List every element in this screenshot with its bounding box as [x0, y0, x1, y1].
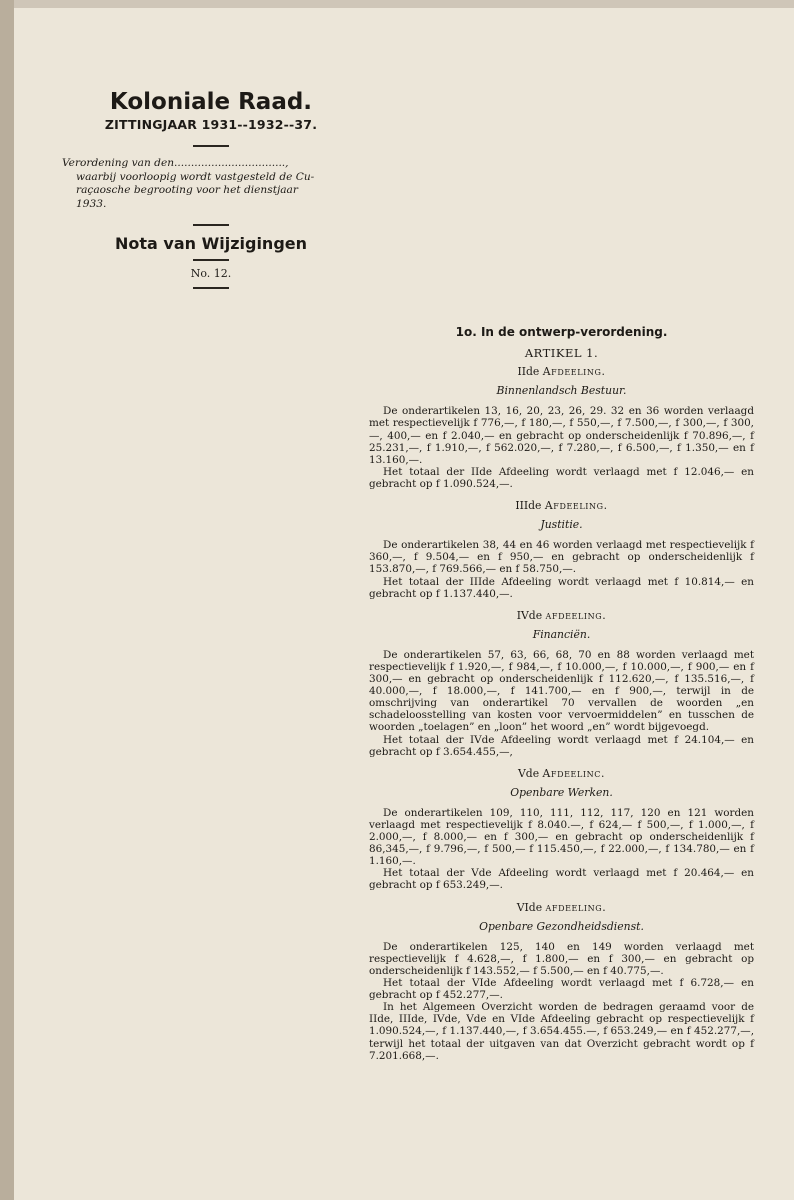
division-paragraph: Het totaal der VIde Afdeeling wordt verlaagd met f 6.728,— en gebracht op f 452.277,—.: [369, 977, 754, 1002]
header-column: [62, 88, 352, 289]
division-word: afdeeling.: [545, 608, 607, 622]
division-number: VIde: [516, 900, 543, 914]
division-subtitle: Openbare Gezondheidsdienst.: [479, 919, 644, 933]
section-title: 1o. In de ontwerp-verordening.: [455, 325, 668, 339]
division-paragraph: De onderartikelen 13, 16, 20, 23, 26, 29. 32 en 36 worden verlaagd met respectievelijk f 776,—, f 180,—, f 550,—, f 7.500,—, f 300,—, f 300,—, 400,— en f 2.040,— en gebracht op onderscheidenlijk f 70.896,—, f 25.231,—, f 1.910,—, f 562.020,—, f 7.280,—, f 6.500,—, f 1.350,— en f 13.160,—.: [369, 405, 754, 466]
division-paragraph: Het totaal der IVde Afdeeling wordt verlaagd met f 24.104,— en gebracht op f 3.654.455,—,: [369, 733, 754, 758]
ordinance-line: raçaosche begrooting voor het dienstjaar: [76, 184, 298, 196]
division-paragraph: De onderartikelen 109, 110, 111, 112, 117, 120 en 121 worden verlaagd met respectievelijk f 8.040.—, f 624,— f 500,—, f 1.000,—, f 2.000,—, f 8.000,— en f 300,— en gebracht op onderscheidenlijk f 86,345,—, f 9.796,—, f 500,— f 115.450,—, f 22.000,—, f 134.780,— en f 1.160,—.: [369, 806, 754, 868]
session-year: ZITTINGJAAR 1931--1932--37.: [104, 117, 318, 132]
divider-rule: [193, 287, 229, 289]
division-paragraph: De onderartikelen 57, 63, 66, 68, 70 en 88 worden verlaagd met respectievelijk f 1.920,—, f 984,—, f 10.000,—, f 10.000,—, f 900,— en f 300,— en gebracht op onderscheidenlijk f 112.620,—, f 135.516,—, f 40.000,—, f 18.000,—, f 141.700,— en f 900,—, terwijl in de omschrijving van onderartikel 70 vervallen de woorden „en schadeloosstelling van kosten voor vervoermiddelen” en tusschen de woorden „toelagen” en „loon” het woord „en” wordt bijgevoegd.: [369, 648, 754, 734]
division-paragraph: De onderartikelen 125, 140 en 149 worden verlaagd met respectievelijk f 4.628,—, f 1.800,— en f 300,— en gebracht op onderscheidenlijk f 143.552,— f 5.500,— en f 40.775,—.: [369, 940, 754, 977]
division-heading: [369, 768, 754, 780]
division-paragraph: Het totaal der Vde Afdeeling wordt verlaagd met f 20.464,— en gebracht op f 653.249,—.: [369, 867, 754, 892]
division-paragraph: In het Algemeen Overzicht worden de bedragen geraamd voor de IIde, IIIde, IVde, Vde en VIde Afdeeling gebracht op respectievelijk f 1.090.524,—, f 1.137.440,—, f 3.654.455.—, f 653.249,— en f 452.277,—, terwijl het totaal der uitgaven van dat Overzicht gebracht wordt op f 7.201.668,—.: [369, 1001, 754, 1062]
ordinance-line: Verordening van den.................................,: [62, 157, 289, 169]
division-block: [369, 768, 754, 892]
ordinance-line: 1933.: [76, 197, 107, 210]
division-block: [369, 610, 754, 758]
division-word: afdeeling.: [545, 900, 607, 914]
division-word: Afdeeling.: [542, 365, 606, 379]
division-block: [369, 500, 754, 600]
division-number: IIde: [517, 365, 540, 379]
division-subtitle: Justitie.: [540, 518, 583, 532]
division-subtitle: Openbare Werken.: [510, 785, 613, 799]
council-title: Koloniale Raad.: [109, 89, 313, 115]
division-block: [369, 902, 754, 1062]
division-heading: [369, 500, 754, 512]
nota-title: Nota van Wijzigingen: [114, 234, 308, 253]
divider-rule: [193, 259, 229, 261]
division-block: [369, 366, 754, 490]
article-heading: ARTIKEL 1.: [524, 346, 599, 361]
division-word: Afdeelinc.: [542, 766, 605, 780]
body-column: [369, 326, 754, 1072]
division-number: Vde: [517, 766, 540, 780]
division-heading: [369, 366, 754, 378]
ordinance-description: [62, 157, 352, 211]
division-number: IIIde: [515, 499, 542, 513]
division-number: IVde: [516, 608, 543, 622]
division-subtitle: Financiën.: [532, 627, 591, 641]
division-subtitle: Binnenlandsch Bestuur.: [496, 384, 627, 398]
division-heading: [369, 902, 754, 914]
nota-number: No. 12.: [190, 267, 232, 280]
divider-rule: [193, 145, 229, 147]
binding-edge: [0, 0, 14, 1200]
ordinance-line: waarbij voorloopig wordt vastgesteld de Cu-: [76, 170, 315, 183]
divider-rule: [193, 224, 229, 226]
division-paragraph: De onderartikelen 38, 44 en 46 worden verlaagd met respectievelijk f 360,—, f 9.504,— en f 950,— en gebracht op onderscheidenlijk f 153.870,—, f 769.566,— en f 58.750,—.: [369, 539, 754, 576]
division-word: Afdeeling.: [544, 499, 608, 513]
division-heading: [369, 610, 754, 622]
division-paragraph: Het totaal der IIde Afdeeling wordt verlaagd met f 12.046,— en gebracht op f 1.090.524,—.: [369, 465, 754, 490]
division-paragraph: Het totaal der IIIde Afdeeling wordt verlaagd met f 10.814,— en gebracht op f 1.137.440,—.: [369, 575, 754, 600]
